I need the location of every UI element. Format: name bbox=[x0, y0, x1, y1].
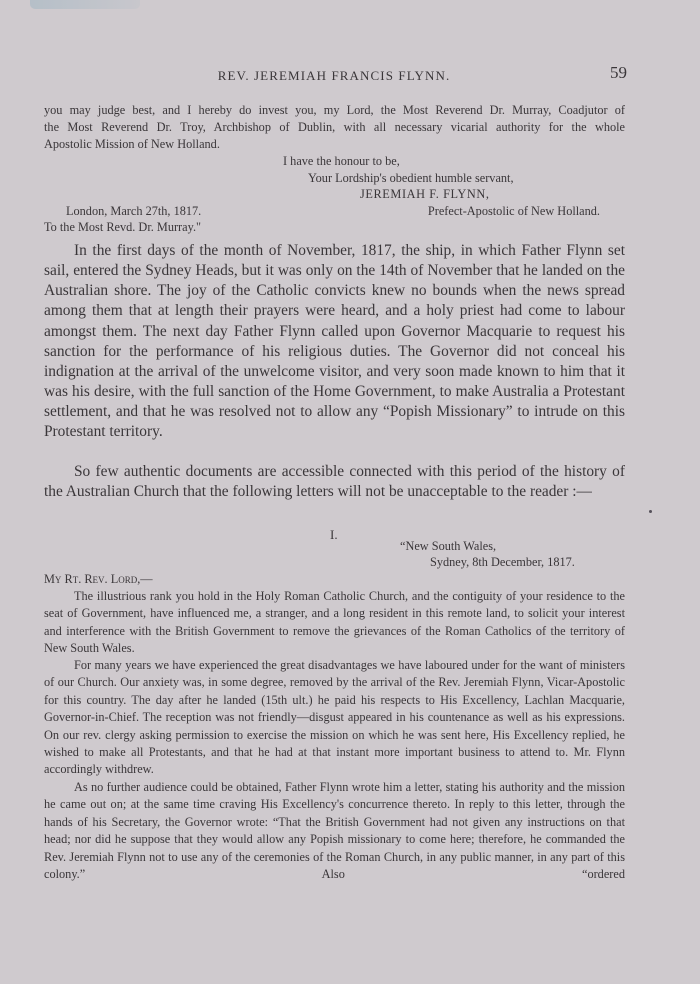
letter-top-line-3: Apostolic Mission of New Holland. bbox=[44, 137, 220, 151]
letter-addressee: To the Most Revd. Dr. Murray." bbox=[44, 220, 202, 234]
letter-paragraph-1: The illustrious rank you hold in the Holy Roman Catholic Church, and the contiguity of your residence to the seat of Government, have influenced me, a stranger, and a long resident in this remote land, to solicit your interest and interference with the British Government to remove the grievances of the Roman Catholics of the territory of New South Wales. bbox=[44, 589, 625, 656]
letter-paragraph-2: For many years we have experienced the great disadvantages we have laboured under for the want of ministers of our Church. Our anxiety was, in some degree, removed by the arrival of the Rev. Jeremiah Flynn, Vicar-Apostolic for this country. The day after he landed (15th ult.) he paid his respects to His Excellency, Lachlan Macquarie, Governor-in-Chief. The reception was not friendly—disgust appeared in his countenance as well as his expressions. On our rev. clergy asking permission to exercise the mission on which he was sent here, His Excellency replied, he wished to make all Protestants, and that he had at that instant more important business to attend to. Mr. Flynn accordingly withdrew. bbox=[44, 658, 625, 777]
letter-dateline bbox=[66, 203, 600, 220]
letter-paragraph-3: As no further audience could be obtained, Father Flynn wrote him a letter, stating his authority and the mission he came out on; at the same time craving His Excellency's concurrence thereto. In reply to this letter, through the hands of his Secretary, the Governor wrote: “That the British Government had not given any instructions on that head; nor did he suppose that they would allow any Popish missionary to come here; therefore, he commanded the Rev. Jeremiah Flynn not to use any of the ceremonies of the Roman Church, in any public manner, in any part of this colony.” Also “ordered bbox=[44, 780, 625, 882]
letter-top-line-2: the Most Reverend Dr. Troy, Archbishop of Dublin, with all necessary vicarial authority for the whole bbox=[44, 120, 625, 134]
letter-salutation: My Rt. Rev. Lord,— bbox=[44, 572, 153, 586]
letter-address-line-2: Sydney, 8th December, 1817. bbox=[430, 555, 575, 569]
letter-closing: I have the honour to be, bbox=[283, 154, 400, 168]
letter-top-line-1: you may judge best, and I hereby do invest you, my Lord, the Most Reverend Dr. Murray, Coadjutor of bbox=[44, 103, 625, 117]
letter-date-place: London, March 27th, 1817. bbox=[66, 204, 202, 218]
ink-speck bbox=[649, 510, 652, 513]
page-number: 59 bbox=[610, 63, 627, 82]
letter-numeral: I. bbox=[330, 527, 338, 542]
running-header: REV. JEREMIAH FRANCIS FLYNN. bbox=[217, 68, 451, 83]
letter-signature: JEREMIAH F. FLYNN, bbox=[360, 187, 490, 201]
letter-closing-servant: Your Lordship's obedient humble servant, bbox=[308, 171, 514, 185]
main-paragraph-1: In the first days of the month of November, 1817, the ship, in which Father Flynn set sail, entered the Sydney Heads, but it was only on the 14th of November that he landed on the Australian shore. The joy of the Catholic convicts knew no bounds when the news spread among them that at length their prayers were heard, and a holy priest had come to labour amongst them. The next day Father Flynn called upon Governor Macquarie to request his sanction for the performance of his religious duties. The Governor did not conceal his indignation at the arrival of the unwelcome visitor, and very soon made known to him that it was his desire, with the full sanction of the Home Government, to make Australia a Protestant settlement, and that he was resolved not to allow any “Popish Missionary” to intrude on this Protestant territory. bbox=[44, 242, 625, 441]
letter-signature-title: Prefect-Apostolic of New Holland. bbox=[427, 204, 600, 218]
main-paragraph-2: So few authentic documents are accessible connected with this period of the history of the Australian Church that the following letters will not be unacceptable to the reader :— bbox=[44, 463, 625, 501]
letter-address-line-1: “New South Wales, bbox=[400, 539, 497, 553]
library-stamp-fragment bbox=[30, 0, 140, 9]
